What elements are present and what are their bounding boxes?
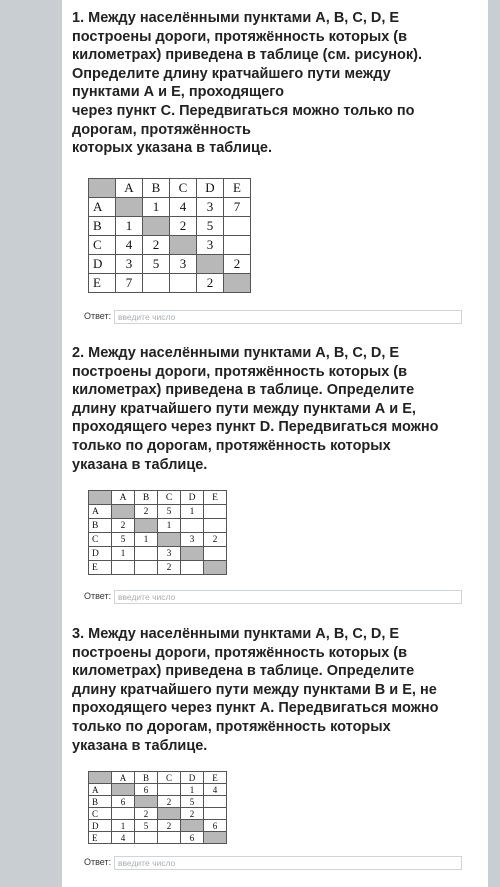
table-row bbox=[89, 505, 227, 519]
task-2-line: только по дорогам, протяжённость которых bbox=[72, 437, 391, 454]
task-3-distance-table bbox=[88, 771, 227, 844]
table-cell bbox=[112, 808, 135, 820]
task-3 bbox=[72, 625, 482, 755]
table-cell: C bbox=[89, 533, 112, 547]
task-1-line: пунктами А и Е, проходящего bbox=[72, 84, 284, 101]
table-cell: 1 bbox=[112, 820, 135, 832]
task-2-line: 2. Между населёнными пунктами А, В, С, D, Е bbox=[72, 345, 400, 361]
table-row bbox=[89, 274, 251, 293]
table-cell: A bbox=[89, 505, 112, 519]
task-1-answer-input[interactable]: введите число bbox=[114, 310, 462, 324]
task-2-line: проходящего через пункт D. Передвигаться можно bbox=[72, 419, 439, 436]
table-cell: 1 bbox=[135, 533, 158, 547]
task-1-line: Определите длину кратчайшего пути между bbox=[72, 65, 391, 82]
table-header-row bbox=[89, 179, 251, 198]
table-cell: 7 bbox=[116, 274, 143, 293]
task-1-line: которых указана в таблице. bbox=[72, 140, 272, 157]
task-2-line: указана в таблице. bbox=[72, 456, 208, 473]
table-row bbox=[89, 533, 227, 547]
table-cell: 2 bbox=[204, 533, 227, 547]
task-1-line: дорогам, протяжённость bbox=[72, 121, 251, 138]
table-row bbox=[89, 784, 227, 796]
table-cell: 2 bbox=[197, 274, 224, 293]
table-cell bbox=[158, 784, 181, 796]
table-cell: 6 bbox=[181, 832, 204, 844]
task-2 bbox=[72, 344, 482, 474]
table-cell: 1 bbox=[158, 519, 181, 533]
table-cell: 5 bbox=[158, 505, 181, 519]
table-cell: 6 bbox=[112, 796, 135, 808]
table-row bbox=[89, 236, 251, 255]
table-cell: 3 bbox=[197, 198, 224, 217]
task-3-line: 3. Между населёнными пунктами А, В, С, D, Е bbox=[72, 626, 400, 642]
table-cell: 3 bbox=[116, 255, 143, 274]
table-row bbox=[89, 519, 227, 533]
table-cell bbox=[181, 519, 204, 533]
table-cell: 3 bbox=[181, 533, 204, 547]
task-3-line: только по дорогам, протяжённость которых bbox=[72, 718, 391, 735]
table-header-cell: E bbox=[204, 772, 227, 784]
task-2-line: километрах) приведена в таблице. Определите bbox=[72, 382, 415, 399]
table-cell bbox=[158, 832, 181, 844]
table-header-cell: D bbox=[181, 491, 204, 505]
task-2-distance-table bbox=[88, 490, 227, 575]
task-3-question bbox=[72, 625, 482, 755]
table-cell bbox=[181, 820, 204, 832]
table-header-cell: E bbox=[204, 491, 227, 505]
table-cell: D bbox=[89, 255, 116, 274]
table-header-cell: A bbox=[112, 491, 135, 505]
task-3-line: километрах) приведена в таблице. Определите bbox=[72, 663, 415, 680]
table-cell bbox=[181, 547, 204, 561]
table-cell: B bbox=[89, 796, 112, 808]
table-cell: 5 bbox=[135, 820, 158, 832]
table-row bbox=[89, 198, 251, 217]
table-cell bbox=[143, 217, 170, 236]
table-cell: 2 bbox=[135, 505, 158, 519]
table-cell bbox=[204, 547, 227, 561]
table-cell: 3 bbox=[170, 255, 197, 274]
table-header-cell bbox=[89, 179, 116, 198]
task-1-line: через пункт С. Передвигаться можно только по bbox=[72, 102, 415, 119]
table-cell: 2 bbox=[112, 519, 135, 533]
table-cell: 3 bbox=[197, 236, 224, 255]
table-cell: 5 bbox=[197, 217, 224, 236]
table-cell: 5 bbox=[181, 796, 204, 808]
table-cell bbox=[224, 274, 251, 293]
page-background-left bbox=[0, 0, 62, 887]
table-cell: A bbox=[89, 784, 112, 796]
table-row bbox=[89, 808, 227, 820]
table-cell: C bbox=[89, 808, 112, 820]
table-cell: 1 bbox=[112, 547, 135, 561]
table-cell bbox=[204, 796, 227, 808]
table-cell bbox=[112, 784, 135, 796]
table-cell: E bbox=[89, 832, 112, 844]
table-cell bbox=[135, 547, 158, 561]
table-cell: 6 bbox=[135, 784, 158, 796]
answer-label: Ответ: bbox=[84, 857, 112, 867]
table-header-cell: C bbox=[170, 179, 197, 198]
table-cell: 2 bbox=[158, 561, 181, 575]
table-header-cell: C bbox=[158, 491, 181, 505]
table-cell bbox=[204, 808, 227, 820]
table-cell bbox=[143, 274, 170, 293]
table-row bbox=[89, 217, 251, 236]
table-cell: A bbox=[89, 198, 116, 217]
task-1-question bbox=[72, 9, 482, 158]
table-cell: 2 bbox=[143, 236, 170, 255]
table-cell: 3 bbox=[158, 547, 181, 561]
table-cell: 1 bbox=[181, 784, 204, 796]
table-cell: 4 bbox=[170, 198, 197, 217]
table-cell bbox=[181, 561, 204, 575]
table-cell: 2 bbox=[135, 808, 158, 820]
table-cell bbox=[135, 561, 158, 575]
table-cell bbox=[158, 808, 181, 820]
table-cell bbox=[224, 217, 251, 236]
table-header-cell: A bbox=[116, 179, 143, 198]
task-1-distance-table bbox=[88, 178, 251, 293]
task-3-answer-input[interactable]: введите число bbox=[114, 856, 462, 870]
task-1-line: 1. Между населёнными пунктами А, В, С, D, Е bbox=[72, 10, 400, 26]
table-header-cell: D bbox=[181, 772, 204, 784]
table-cell bbox=[197, 255, 224, 274]
table-header-row bbox=[89, 491, 227, 505]
answer-label: Ответ: bbox=[84, 591, 112, 601]
task-1-line: построены дороги, протяжённость которых (в bbox=[72, 28, 408, 45]
table-cell: 2 bbox=[158, 820, 181, 832]
table-cell: 1 bbox=[143, 198, 170, 217]
table-cell: 2 bbox=[181, 808, 204, 820]
table-header-cell: B bbox=[143, 179, 170, 198]
task-3-line: длину кратчайшего пути между пунктами В и Е, не bbox=[72, 681, 437, 698]
task-2-question bbox=[72, 344, 482, 474]
table-cell bbox=[204, 561, 227, 575]
table-row bbox=[89, 561, 227, 575]
table-cell: 1 bbox=[116, 217, 143, 236]
task-2-answer-row bbox=[84, 590, 464, 606]
table-cell bbox=[204, 832, 227, 844]
table-cell: 2 bbox=[170, 217, 197, 236]
table-header-cell: E bbox=[224, 179, 251, 198]
table-cell: 1 bbox=[181, 505, 204, 519]
answer-label: Ответ: bbox=[84, 311, 112, 321]
table-cell bbox=[112, 505, 135, 519]
table-header-cell: D bbox=[197, 179, 224, 198]
table-cell bbox=[224, 236, 251, 255]
task-1 bbox=[72, 9, 482, 158]
task-2-answer-input[interactable]: введите число bbox=[114, 590, 462, 604]
table-cell bbox=[204, 505, 227, 519]
task-3-line: проходящего через пункт А. Передвигаться можно bbox=[72, 700, 439, 717]
table-cell bbox=[116, 198, 143, 217]
table-cell: 6 bbox=[204, 820, 227, 832]
table-cell bbox=[135, 519, 158, 533]
table-cell: 2 bbox=[224, 255, 251, 274]
table-cell: 2 bbox=[158, 796, 181, 808]
task-2-line: длину кратчайшего пути между пунктами А и Е, bbox=[72, 400, 416, 417]
table-row bbox=[89, 547, 227, 561]
table-cell: D bbox=[89, 547, 112, 561]
table-cell bbox=[112, 561, 135, 575]
table-cell: D bbox=[89, 820, 112, 832]
table-row bbox=[89, 796, 227, 808]
task-2-line: построены дороги, протяжённость которых (в bbox=[72, 363, 408, 380]
table-header-cell: A bbox=[112, 772, 135, 784]
table-cell bbox=[135, 796, 158, 808]
table-cell: E bbox=[89, 274, 116, 293]
table-row bbox=[89, 255, 251, 274]
task-3-line: построены дороги, протяжённость которых (в bbox=[72, 644, 408, 661]
task-3-line: указана в таблице. bbox=[72, 737, 208, 754]
table-header-cell: B bbox=[135, 491, 158, 505]
table-cell: 7 bbox=[224, 198, 251, 217]
table-cell: 5 bbox=[112, 533, 135, 547]
table-row bbox=[89, 832, 227, 844]
page-background-right bbox=[488, 0, 500, 887]
table-cell: 4 bbox=[116, 236, 143, 255]
table-cell: B bbox=[89, 217, 116, 236]
table-cell: E bbox=[89, 561, 112, 575]
task-3-answer-row bbox=[84, 856, 464, 872]
table-cell bbox=[204, 519, 227, 533]
table-cell: 4 bbox=[112, 832, 135, 844]
table-header-cell bbox=[89, 491, 112, 505]
table-cell: B bbox=[89, 519, 112, 533]
table-cell: C bbox=[89, 236, 116, 255]
table-header-cell: C bbox=[158, 772, 181, 784]
table-header-cell bbox=[89, 772, 112, 784]
table-cell: 4 bbox=[204, 784, 227, 796]
table-cell bbox=[135, 832, 158, 844]
table-cell: 5 bbox=[143, 255, 170, 274]
table-header-row bbox=[89, 772, 227, 784]
table-cell bbox=[170, 274, 197, 293]
task-1-answer-row bbox=[84, 310, 464, 326]
table-cell bbox=[158, 533, 181, 547]
table-cell bbox=[170, 236, 197, 255]
table-header-cell: B bbox=[135, 772, 158, 784]
task-1-line: километрах) приведена в таблице (см. рисунок). bbox=[72, 47, 422, 64]
table-row bbox=[89, 820, 227, 832]
